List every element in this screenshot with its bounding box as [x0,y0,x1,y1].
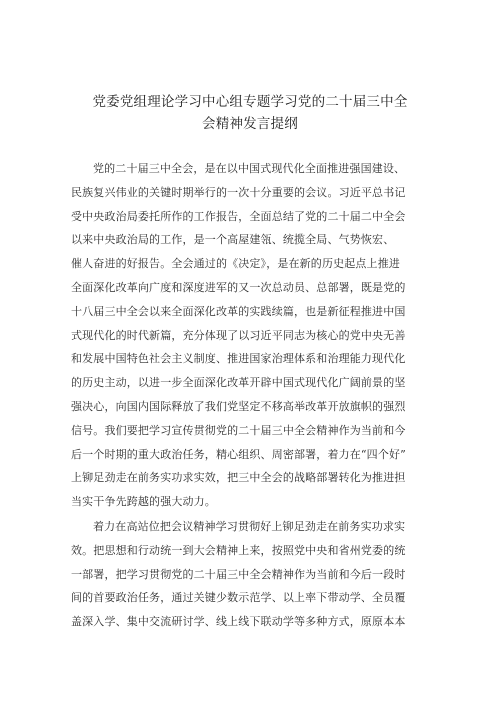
title-line: 会精神发言提纲 [202,116,298,132]
text-line: 着力在高站位把会议精神学习贯彻好上铆足劲走在前务实功求实 [93,520,406,533]
text-line: 盖深入学、集中交流研讨学、线上线下联动学等多种方式，原原本本 [71,615,406,629]
text-line: 间的首要政治任务，通过关键少数示范学、以上率下带动学、全员覆 [71,591,406,605]
text-line: 以来中央政治局的工作，是一个高屋建瓴、统揽全局、气势恢宏、 [71,233,395,247]
text-line: 效。把思想和行动统一到大会精神上来，按照党中央和省州党委的统 [71,543,406,557]
text-line: 强决心，向国内国际释放了我们党坚定不移高举改革开放旗帜的强烈 [71,399,406,413]
text-line: 党的二十届三中全会，是在以中国式现代化全面推进强国建设、 [93,162,406,175]
text-line: 十八届三中全会以来全面深化改革的实践续篇，也是新征程推进中国 [71,304,406,318]
text-line: 受中央政治局委托所作的工作报告，全面总结了党的二十届二中全会 [71,209,406,223]
document-title [60,91,440,135]
text-line: 一部署，把学习贯彻党的二十届三中全会精神作为当前和今后一段时 [71,567,406,581]
text-line: 催人奋进的好报告。全会通过的《决定》，是在新的历史起点上推进 [71,257,400,271]
title-line: 党委党组理论学习中心组专题学习党的二十届三中全 [92,94,408,110]
text-line: 后一个时期的重大政治任务，精心组织、周密部署，着力在“四个好” [71,447,406,461]
text-line: 全面深化改革向广度和深度进军的又一次总动员、总部署，既是党的 [71,280,406,294]
text-line: 上铆足劲走在前务实功求实效，把三中全会的战略部署转化为推进担 [71,471,406,485]
text-line: 和发展中国特色社会主义制度、推进国家治理体系和治理能力现代化 [71,352,406,366]
paragraph-2 [71,515,431,634]
text-line: 信号。我们要把学习宣传贯彻党的二十届三中全会精神作为当前和今 [71,423,406,437]
paragraph-1 [71,157,431,514]
text-line: 民族复兴伟业的关键时期举行的一次十分重要的会议。习近平总书记 [71,185,406,199]
text-line: 式现代化的时代新篇，充分体现了以习近平同志为核心的党中央无善 [71,328,406,342]
text-line: 的历史主动，以进一步全面深化改革开辟中国式现代化广阔前景的坚 [71,376,406,390]
text-line: 当实干争先跨越的强大动力。 [71,495,216,509]
